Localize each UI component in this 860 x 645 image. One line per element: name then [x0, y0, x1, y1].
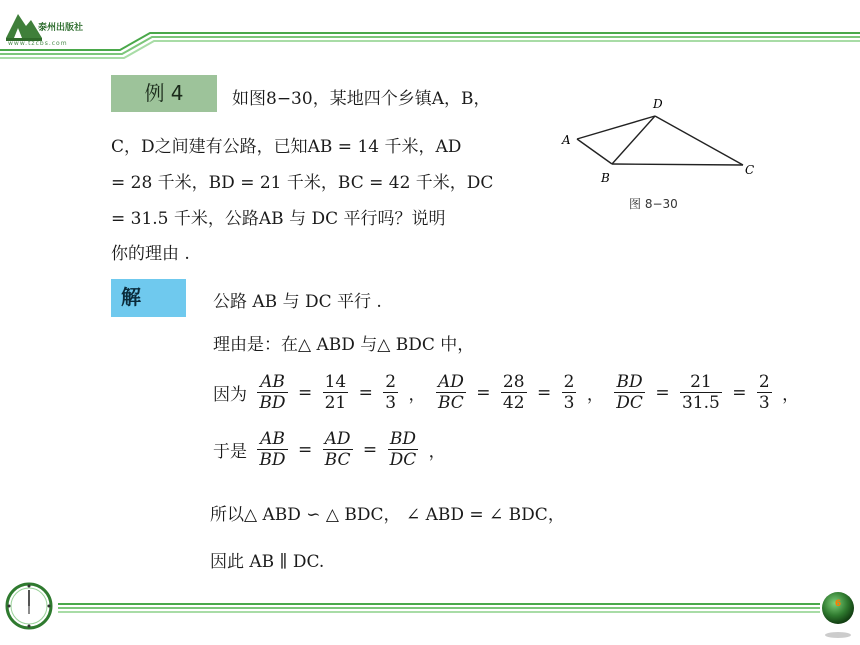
vertex-A-label: A: [562, 133, 571, 147]
vertex-B-label: B: [601, 171, 610, 185]
fraction-21-31.5: $\frac{21}{31.5}$: [681, 372, 720, 413]
figure-8-30: [555, 94, 765, 194]
figure-caption: 图 8−30: [629, 197, 678, 211]
clock-icon: [4, 580, 54, 632]
fraction-2-3-b: $\frac{2}{3}$: [563, 372, 575, 413]
because-word: 因为: [213, 385, 247, 405]
vertex-C-label: C: [745, 163, 755, 177]
so-word: 于是: [213, 442, 247, 462]
solution-line-2: 理由是：在△ ABD 与△ BDC 中，: [213, 335, 475, 355]
fraction-2-3-a: $\frac{2}{3}$: [385, 372, 397, 413]
fraction-28-42: $\frac{28}{42}$: [502, 372, 525, 413]
solution-label: 解: [121, 285, 141, 309]
segment-BC: [612, 164, 743, 165]
problem-line-3: = 28 千米，BD = 21 千米，BC = 42 千米，DC: [111, 173, 494, 193]
segment-BD: [612, 116, 655, 164]
fraction-AD-BC: $\frac{AD}{BC}$: [437, 372, 464, 413]
fraction-2-3-c: $\frac{2}{3}$: [758, 372, 770, 413]
logo-url: www.tzcbs.com: [8, 40, 68, 47]
problem-line-1: 如图8−30，某地四个乡镇A，B，: [232, 89, 491, 109]
fraction-AD-BC-2: $\frac{AD}{BC}$: [324, 429, 351, 470]
solution-line-ratios: 因为 $\frac{AB}{BD}$ = $\frac{14}{21}$ = $\frac{2}{3}$ ， $\frac{AD}{BC}$ = $\frac{28}{42}$ = $\frac{2}{3}$ ， $\frac{BD}{DC}$ = $\frac{21}{31.5}$ = $\frac{2}{3}$ ，: [213, 372, 800, 413]
fraction-BD-DC: $\frac{BD}{DC}$: [616, 372, 643, 413]
solution-line-5: 所以△ ABD ∽ △ BDC， ∠ ABD = ∠ BDC，: [210, 505, 565, 525]
page-ball-icon: [818, 590, 858, 642]
solution-line-6: 因此 AB ∥ DC.: [210, 552, 325, 572]
solution-line-1: 公路 AB 与 DC 平行 .: [213, 292, 382, 312]
fraction-BD-DC-2: $\frac{BD}{DC}$: [389, 429, 417, 470]
problem-line-2: C，D之间建有公路，已知AB = 14 千米，AD: [111, 137, 462, 157]
problem-line-4: = 31.5 千米，公路AB 与 DC 平行吗？说明: [111, 209, 446, 229]
header-green-stripes: [0, 0, 860, 60]
problem-line-5: 你的理由 .: [111, 244, 190, 264]
fraction-AB-BD: $\frac{AB}{BD}$: [259, 372, 286, 413]
segment-DC: [655, 116, 743, 165]
fraction-14-21: $\frac{14}{21}$: [324, 372, 347, 413]
footer-decoration: [0, 575, 860, 645]
solution-line-so: 于是 $\frac{AB}{BD}$ = $\frac{AD}{BC}$ = $\frac{BD}{DC}$ ，: [213, 429, 446, 470]
segment-AD: [577, 116, 655, 139]
page-number: 6: [834, 599, 842, 609]
segment-AB: [577, 139, 612, 164]
logo-text: 泰州出版社: [38, 23, 84, 33]
fraction-AB-BD-2: $\frac{AB}{BD}$: [259, 429, 286, 470]
example-label: 例 4: [144, 81, 184, 105]
vertex-D-label: D: [653, 97, 663, 111]
